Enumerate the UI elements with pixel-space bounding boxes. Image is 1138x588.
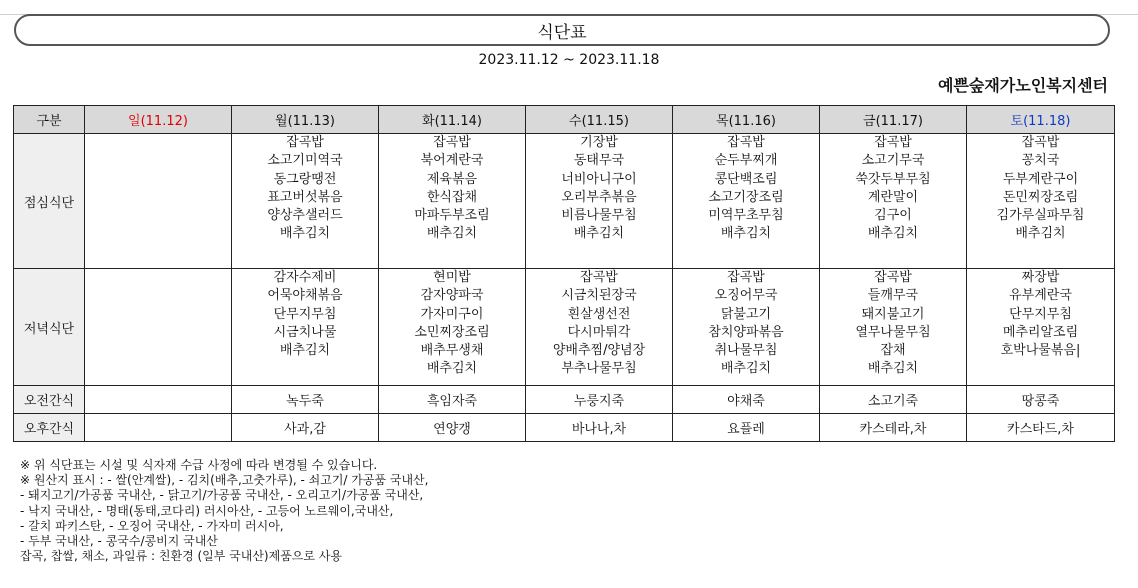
menu-item: 김가루실파무침 <box>996 208 1085 224</box>
menu-cell-mon <box>232 414 379 442</box>
row-label: 오전간식 <box>14 386 85 414</box>
menu-item: 부추나물무침 <box>561 361 637 377</box>
menu-item: 호박나물볶음| <box>1000 343 1081 359</box>
menu-item: 쑥갓두부무침 <box>855 171 931 187</box>
menu-cell-tue <box>379 269 526 386</box>
menu-item: 배추김치 <box>720 226 772 242</box>
menu-item: 배추김치 <box>279 343 331 359</box>
menu-cell-thu <box>673 134 820 269</box>
menu-item: 비름나물무침 <box>561 208 637 224</box>
menu-item: 유부계란국 <box>1009 288 1072 304</box>
header-row <box>14 106 1115 134</box>
menu-item: 콩단백조림 <box>714 171 778 187</box>
menu-item: 배추무생채 <box>420 343 484 359</box>
menu-item: 시금치된장국 <box>561 288 637 304</box>
menu-cell-sat <box>967 269 1115 386</box>
menu-item: 잡곡밥 <box>433 135 471 150</box>
menu-item: 오리부추볶음 <box>561 189 637 205</box>
row-label: 오후간식 <box>14 414 85 442</box>
menu-cell-fri <box>820 386 967 414</box>
menu-item: 양상추샐러드 <box>267 208 343 224</box>
menu-cell-sat <box>967 134 1115 269</box>
dinner-row <box>14 269 1115 386</box>
menu-item: 연양갱 <box>433 422 471 437</box>
menu-item: 너비아니구이 <box>561 171 637 187</box>
menu-item: 동태무국 <box>573 153 625 169</box>
center-name: 예쁜숲재가노인복지센터 <box>937 76 1108 95</box>
menu-item: 마파두부조림 <box>414 208 490 224</box>
notes <box>20 458 428 564</box>
menu-item: 동그랑땡전 <box>273 171 337 187</box>
menu-item: 어묵야채볶음 <box>267 288 343 304</box>
menu-item: 소고기죽 <box>867 394 919 409</box>
menu-item: 누룽지죽 <box>573 394 625 409</box>
menu-item: 소민찌장조림 <box>414 324 490 340</box>
menu-cell-sat <box>967 414 1115 442</box>
menu-table <box>13 105 1115 442</box>
menu-item: 계란말이 <box>867 189 919 205</box>
menu-item: 북어계란국 <box>420 153 484 169</box>
menu-item: 배추김치 <box>867 361 919 377</box>
menu-item: 가자미구이 <box>420 306 484 322</box>
menu-item: 땅콩죽 <box>1021 394 1060 409</box>
menu-cell-tue <box>379 414 526 442</box>
header-day-wed: 수(11.15) <box>526 106 673 134</box>
menu-item: 배추김치 <box>573 226 625 242</box>
note-line: ※ 원산지 표시 : - 쌀(안계쌀), - 김치(배추,고춧가루), - 쇠고기/ 가공품 국내산, <box>20 473 429 488</box>
menu-item: 배추김치 <box>279 226 331 242</box>
menu-item: 흰살생선전 <box>567 306 631 322</box>
menu-cell-wed <box>526 386 673 414</box>
menu-cell-sun <box>85 269 232 386</box>
menu-cell-thu <box>673 269 820 386</box>
date-range: 2023.11.12 ~ 2023.11.18 <box>478 52 660 68</box>
note-line: - 낙지 국내산, - 명태(동태,코다리) 러시아산, - 고등어 노르웨이,국내산, <box>20 503 394 518</box>
header-day-sun: 일(11.12) <box>85 106 232 134</box>
menu-item: 시금치나물 <box>273 324 337 340</box>
menu-item: 소고기무국 <box>861 153 925 169</box>
menu-item: 김구이 <box>874 208 912 224</box>
menu-cell-mon <box>232 386 379 414</box>
menu-item: 잡곡밥 <box>1021 135 1060 150</box>
menu-item: 배추김치 <box>426 226 478 242</box>
menu-item: 잡곡밥 <box>727 135 765 150</box>
row-label: 점심식단 <box>14 134 85 269</box>
menu-item: 야채죽 <box>727 394 765 409</box>
menu-item: 두부계란구이 <box>1002 171 1079 187</box>
menu-item: 카스테라,차 <box>859 422 927 437</box>
menu-cell-mon <box>232 134 379 269</box>
menu-item: 순두부찌개 <box>714 153 778 169</box>
menu-item: 돼지불고기 <box>861 306 925 322</box>
menu-item: 흑임자죽 <box>426 394 478 409</box>
note-line: ※ 위 식단표는 시설 및 식자재 수급 사정에 따라 변경될 수 있습니다. <box>20 458 378 472</box>
menu-item: 열무나물무침 <box>855 324 931 340</box>
menu-item: 잡곡밥 <box>874 135 912 150</box>
menu-item: 단무지무침 <box>1009 306 1072 322</box>
menu-item: 배추김치 <box>867 226 919 242</box>
menu-cell-thu <box>673 386 820 414</box>
menu-cell-tue <box>379 134 526 269</box>
menu-item: 들깨무국 <box>867 288 919 304</box>
menu-item: 표고버섯볶음 <box>267 189 343 205</box>
menu-cell-mon <box>232 269 379 386</box>
header-day-fri: 금(11.17) <box>820 106 967 134</box>
menu-item: 양배추찜/양념장 <box>552 343 646 359</box>
menu-item: 제육볶음 <box>426 171 478 187</box>
menu-item: 미역무초무침 <box>708 208 784 224</box>
menu-item: 오징어무국 <box>714 288 778 304</box>
menu-item: 배추김치 <box>1015 226 1066 242</box>
note-line: - 두부 국내산, - 콩국수/콩비지 국내산 <box>20 534 218 549</box>
menu-cell-thu <box>673 414 820 442</box>
page-title-text: 식단표 <box>537 22 587 43</box>
menu-item: 단무지무침 <box>273 306 337 322</box>
menu-item: 짜장밥 <box>1021 270 1060 285</box>
menu-item: 잡채 <box>880 343 906 359</box>
menu-item: 돈민찌장조림 <box>1002 189 1079 205</box>
menu-item: 카스타드,차 <box>1007 422 1074 437</box>
menu-item: 감자수제비 <box>273 270 337 285</box>
menu-cell-sun <box>85 386 232 414</box>
menu-cell-sun <box>85 134 232 269</box>
menu-item: 참치양파볶음 <box>708 324 784 340</box>
lunch-row <box>14 134 1115 269</box>
menu-item: 바나나,차 <box>571 422 627 437</box>
menu-item: 사과,감 <box>284 422 326 437</box>
header-day-tue: 화(11.14) <box>379 106 526 134</box>
menu-item: 잡곡밥 <box>874 270 912 285</box>
header-corner: 구분 <box>14 106 85 134</box>
header-day-sat: 토(11.18) <box>967 106 1115 134</box>
menu-item: 소고기미역국 <box>267 153 343 169</box>
menu-item: 배추김치 <box>426 361 478 377</box>
menu-cell-fri <box>820 134 967 269</box>
menu-cell-sat <box>967 386 1115 414</box>
menu-item: 메추리알조림 <box>1002 324 1079 340</box>
note-line: - 갈치 파키스탄, - 오징어 국내산, - 가자미 러시아, <box>20 518 284 533</box>
menu-item: 요플레 <box>727 422 765 437</box>
morning-snack-row <box>14 386 1115 414</box>
menu-cell-wed <box>526 269 673 386</box>
page-title <box>14 14 1110 46</box>
header-day-thu: 목(11.16) <box>673 106 820 134</box>
menu-item: 꽁치국 <box>1021 153 1060 169</box>
menu-item: 기장밥 <box>580 135 618 150</box>
menu-item: 닭불고기 <box>720 306 772 322</box>
menu-item: 소고기장조림 <box>708 189 784 205</box>
menu-item: 감자양파국 <box>420 288 484 304</box>
menu-item: 잡곡밥 <box>727 270 765 285</box>
note-line: - 돼지고기/가공품 국내산, - 닭고기/가공품 국내산, - 오리고기/가공품 국내산, <box>20 488 424 503</box>
menu-item: 취나물무침 <box>714 343 778 359</box>
menu-item: 현미밥 <box>433 270 471 285</box>
menu-cell-tue <box>379 386 526 414</box>
menu-cell-fri <box>820 414 967 442</box>
menu-item: 한식잡채 <box>426 189 478 205</box>
menu-item: 녹두죽 <box>286 394 324 409</box>
menu-cell-wed <box>526 414 673 442</box>
menu-item: 잡곡밥 <box>286 135 324 150</box>
note-line: 잡곡, 찹쌀, 채소, 과일류 : 친환경 (일부 국내산)제품으로 사용 <box>20 549 342 564</box>
row-label: 저녁식단 <box>14 269 85 386</box>
menu-item: 배추김치 <box>720 361 772 377</box>
menu-cell-wed <box>526 134 673 269</box>
menu-cell-sun <box>85 414 232 442</box>
menu-cell-fri <box>820 269 967 386</box>
menu-item: 다시마튀각 <box>567 324 631 340</box>
menu-item: 잡곡밥 <box>580 270 618 285</box>
header-day-mon: 월(11.13) <box>232 106 379 134</box>
afternoon-snack-row <box>14 414 1115 442</box>
